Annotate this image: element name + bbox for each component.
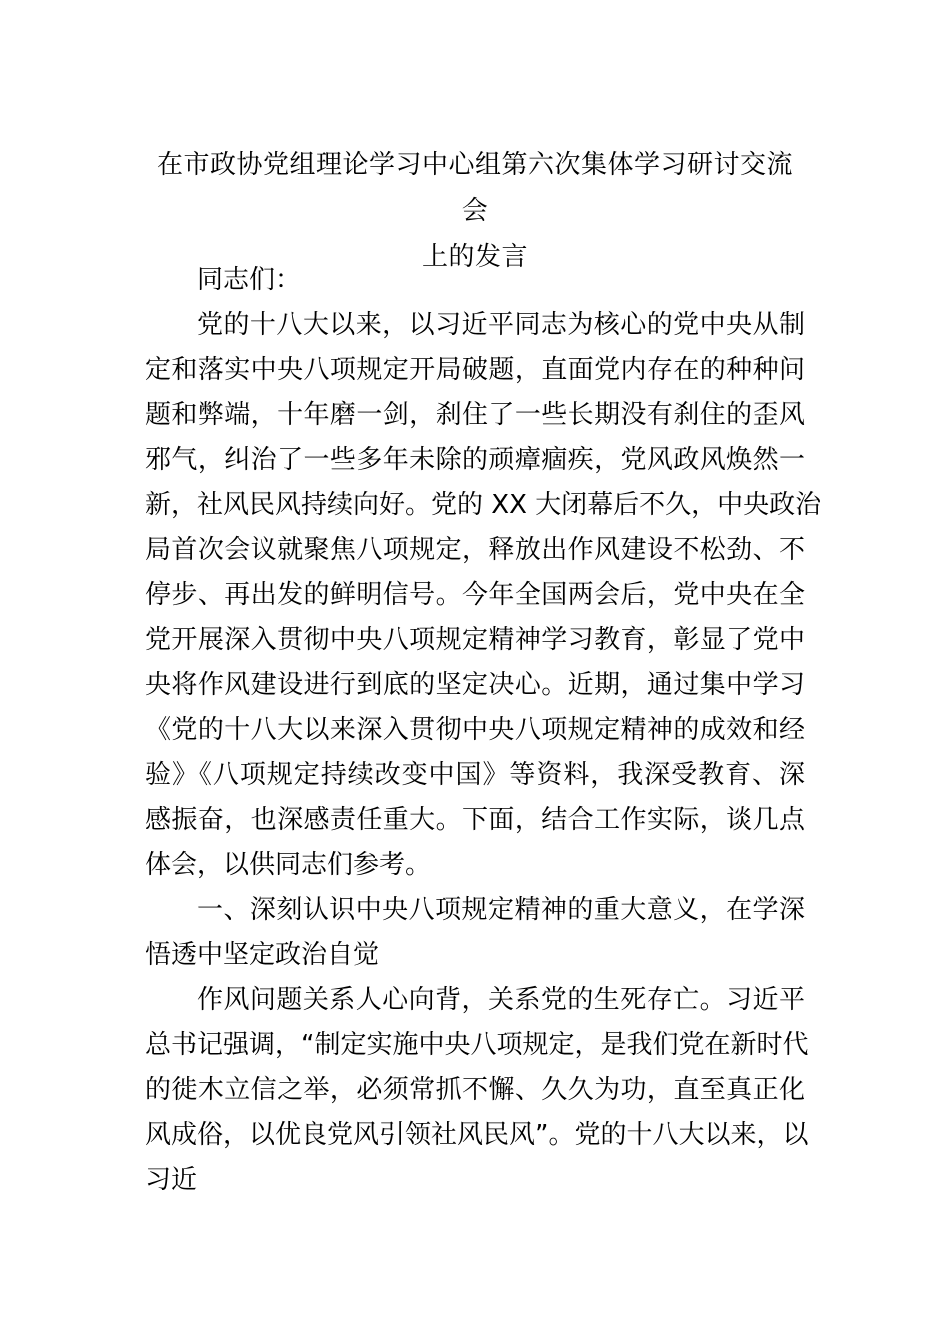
- text-line: 一、深刻认识中央八项规定精神的重大意义，在学深: [197, 895, 805, 925]
- text-line: 题和弊端，十年磨一剑，刹住了一些长期没有刹住的歪风: [145, 400, 805, 430]
- text-line: 感振奋，也深感责任重大。下面，结合工作实际，谈几点: [145, 805, 805, 835]
- text-line: 党的十八大以来，以习近平同志为核心的党中央从制: [197, 310, 805, 340]
- title-line-1: 在市政协党组理论学习中心组第六次集体学习研讨交流会: [156, 150, 793, 226]
- text-line: 风成俗，以优良党风引领社风民风”。党的十八大以来，以: [145, 1120, 809, 1150]
- text-line: 新，社风民风持续向好。党的 XX 大闭幕后不久，中央政治: [145, 490, 822, 520]
- document-body: [145, 258, 822, 1203]
- text-line: 体会，以供同志们参考。: [145, 850, 432, 880]
- title-line-2: 上的发言: [421, 242, 528, 272]
- text-line: 定和落实中央八项规定开局破题，直面党内存在的种种问: [145, 355, 805, 385]
- text-line: 央将作风建设进行到底的坚定决心。近期，通过集中学习: [145, 670, 805, 700]
- text-line: 邪气，纠治了一些多年未除的顽瘴痼疾，党风政风焕然一: [145, 445, 805, 475]
- text-line: 停步、再出发的鲜明信号。今年全国两会后，党中央在全: [145, 580, 805, 610]
- text-line: 悟透中坚定政治自觉: [145, 940, 380, 970]
- text-line: 党开展深入贯彻中央八项规定精神学习教育，彰显了党中: [145, 625, 805, 655]
- text-line: 局首次会议就聚焦八项规定，释放出作风建设不松劲、不: [145, 535, 805, 565]
- text-line: 同志们：: [197, 265, 302, 295]
- text-line: 的徙木立信之举，必须常抓不懈、久久为功，直至真正化: [145, 1075, 805, 1105]
- text-line: 作风问题关系人心向背，关系党的生死存亡。习近平: [197, 985, 805, 1015]
- text-line: 习近: [145, 1165, 198, 1195]
- text-line: 验》《八项规定持续改变中国》等资料，我深受教育、深: [145, 760, 805, 790]
- text-line: 《党的十八大以来深入贯彻中央八项规定精神的成效和经: [145, 715, 805, 745]
- text-line: 总书记强调，“制定实施中央八项规定，是我们党在新时代: [145, 1030, 809, 1060]
